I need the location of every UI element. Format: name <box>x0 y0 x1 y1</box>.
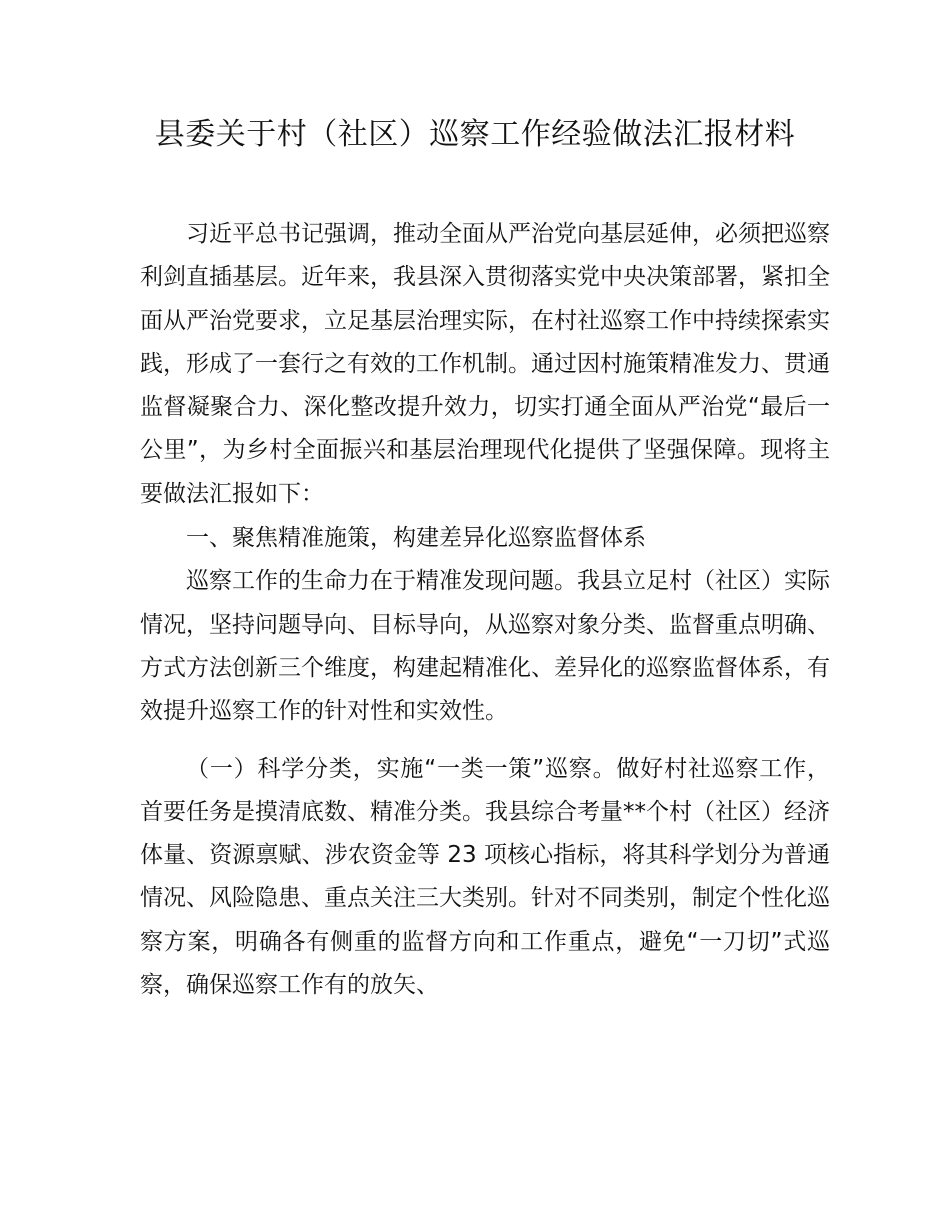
document-title: 县委关于村（社区）巡察工作经验做法汇报材料 <box>154 117 796 152</box>
intro-paragraph: 习近平总书记强调，推动全面从严治党向基层延伸，必须把巡察利剑直插基层。近年来，我县深入贯彻落实党中央决策部署，紧扣全面从严治党要求，立足基层治理实际，在村社巡察工作中持续探索实践，形成了一套行之有效的工作机制。通过因村施策精准发力、贯通监督凝聚合力、深化整改提升效力，切实打通全面从严治党“最后一公里”，为乡村全面振兴和基层治理现代化提供了坚强保障。现将主要做法汇报如下： <box>140 221 830 507</box>
document-body <box>140 213 830 1007</box>
subsection-1-paragraph: （一）科学分类，实施“一类一策”巡察。做好村社巡察工作，首要任务是摸清底数、精准分类。我县综合考量**个村（社区）经济体量、资源禀赋、涉农资金等 23 项核心指标，将其科学划分为普通情况、风险隐患、重点关注三大类别。针对不同类别，制定个性化巡察方案，明确各有侧重的监督方向和工作重点，避免“一刀切”式巡察，确保巡察工作有的放矢、 <box>140 755 830 999</box>
section-heading-1: 一、聚焦精准施策，构建差异化巡察监督体系 <box>186 525 646 552</box>
section-1-paragraph: 巡察工作的生命力在于精准发现问题。我县立足村（社区）实际情况，坚持问题导向、目标导向，从巡察对象分类、监督重点明确、方式方法创新三个维度，构建起精准化、差异化的巡察监督体系，有效提升巡察工作的针对性和实效性。 <box>140 568 830 725</box>
